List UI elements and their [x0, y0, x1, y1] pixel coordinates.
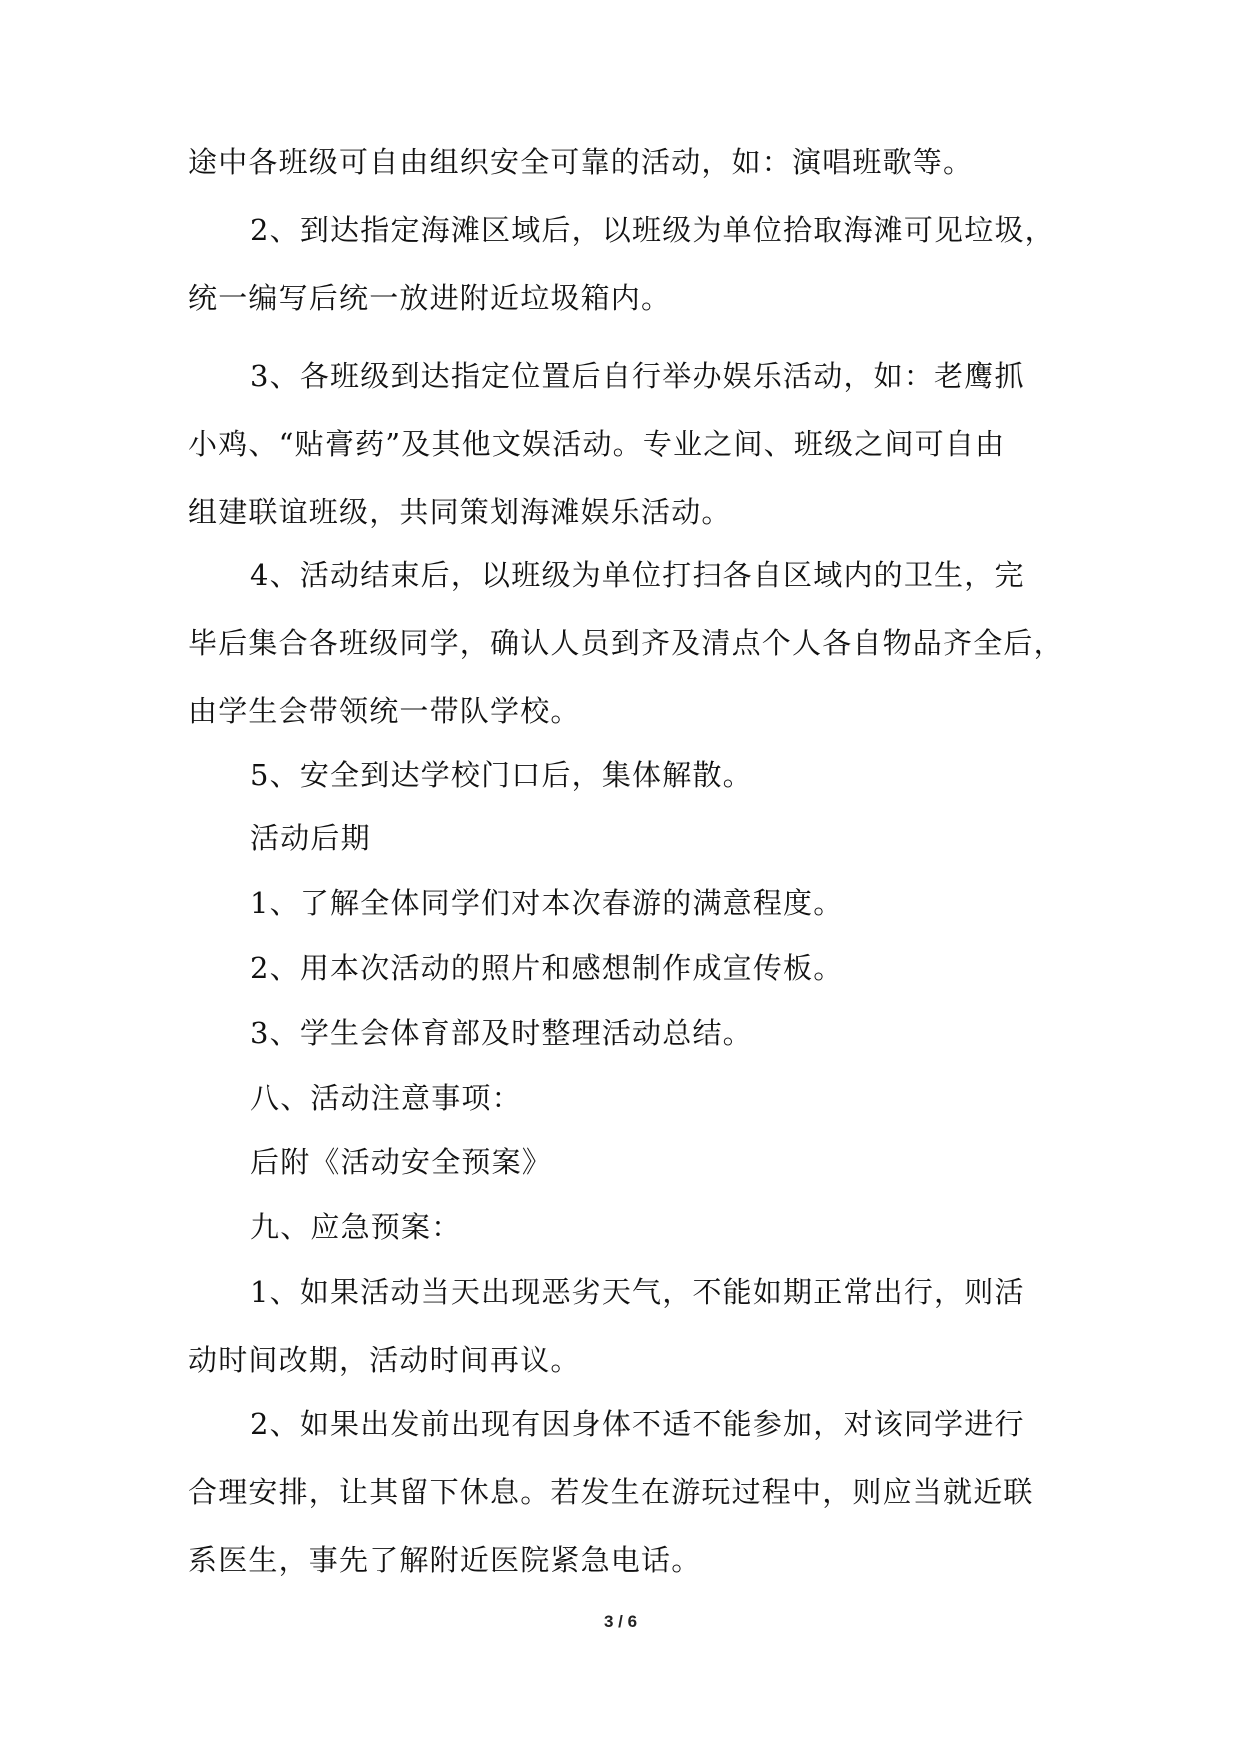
text-line: 系医生，事先了解附近医院紧急电话。 [188, 1543, 702, 1577]
text-line: 2、到达指定海滩区域后，以班级为单位拾取海滩可见垃圾， [250, 213, 1055, 247]
text-line: 小鸡、“贴膏药”及其他文娱活动。专业之间、班级之间可自由 [188, 427, 1006, 461]
text-line: 组建联谊班级，共同策划海滩娱乐活动。 [188, 495, 732, 529]
text-line: 5、安全到达学校门口后，集体解散。 [250, 758, 753, 792]
section-heading: 八、活动注意事项： [250, 1081, 522, 1115]
text-line: 后附《活动安全预案》 [250, 1145, 553, 1179]
text-line: 由学生会带领统一带队学校。 [188, 694, 581, 728]
page-number: 3 / 6 [603, 1612, 638, 1631]
text-line: 3、各班级到达指定位置后自行举办娱乐活动，如：老鹰抓 [250, 359, 1025, 393]
text-line: 合理安排，让其留下休息。若发生在游玩过程中，则应当就近联 [188, 1475, 1034, 1509]
text-line: 动时间改期，活动时间再议。 [188, 1343, 581, 1377]
text-line: 2、用本次活动的照片和感想制作成宣传板。 [250, 951, 844, 985]
text-line: 统一编写后统一放进附近垃圾箱内。 [188, 281, 672, 315]
text-line: 1、了解全体同学们对本次春游的满意程度。 [250, 886, 844, 920]
section-heading: 九、应急预案： [250, 1210, 462, 1244]
section-heading: 活动后期 [250, 821, 371, 855]
text-line: 2、如果出发前出现有因身体不适不能参加，对该同学进行 [250, 1407, 1025, 1441]
text-line: 3、学生会体育部及时整理活动总结。 [250, 1016, 753, 1050]
text-line: 途中各班级可自由组织安全可靠的活动，如：演唱班歌等。 [188, 145, 974, 179]
text-line: 4、活动结束后，以班级为单位打扫各自区域内的卫生，完 [250, 558, 1025, 592]
text-line: 1、如果活动当天出现恶劣天气，不能如期正常出行，则活 [250, 1275, 1025, 1309]
text-line: 毕后集合各班级同学，确认人员到齐及清点个人各自物品齐全后， [188, 626, 1064, 660]
